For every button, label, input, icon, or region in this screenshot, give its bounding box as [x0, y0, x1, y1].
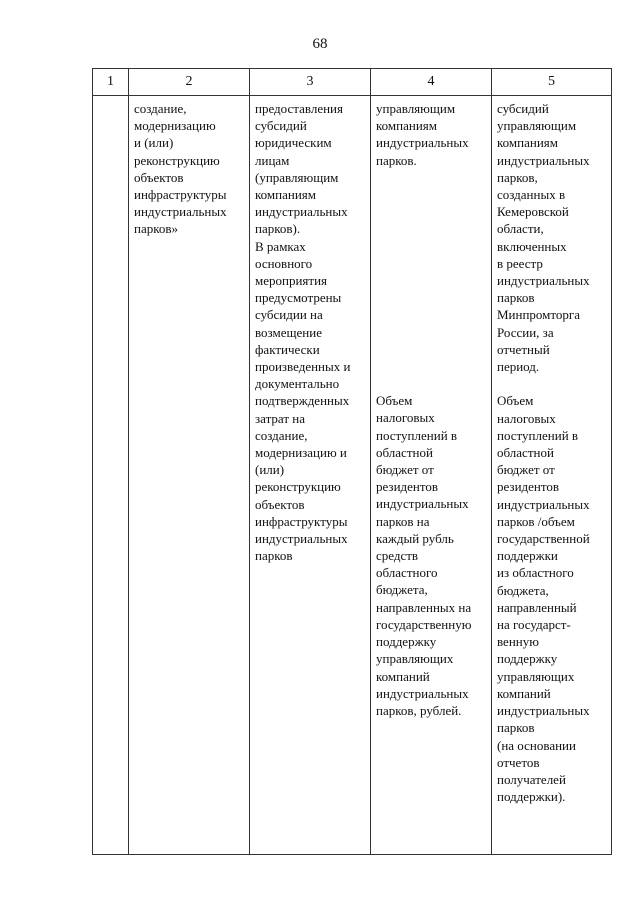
cell-text-line: парков [497, 720, 535, 736]
page-number: 68 [312, 36, 328, 52]
cell-text-line: резидентов [497, 479, 560, 495]
paragraph-gap [376, 358, 487, 375]
cell-text-line: включенных [497, 238, 567, 254]
cell-text-line: получателей [497, 771, 566, 787]
cell-text-line: Объем [497, 393, 534, 409]
cell-text-line: Кемеровской [497, 204, 569, 220]
document-table [92, 68, 612, 855]
header-cell-5: 5 [492, 69, 612, 96]
cell-text-line: управляющим [376, 101, 456, 116]
cell-text-line: реконструкцию [255, 479, 341, 495]
paragraph-gap [497, 375, 607, 392]
cell-text-line: индустриальных [497, 496, 590, 512]
cell-text-line: бюджет от [497, 462, 555, 478]
paragraph-gap [376, 220, 487, 237]
paragraph-gap [376, 203, 487, 220]
header-cell-1: 1 [93, 69, 129, 96]
cell-text-line: период. [497, 359, 540, 375]
cell-text-line: поступлений в [376, 427, 458, 443]
cell-text-line: парков [497, 290, 535, 306]
cell-text-line: парков на [376, 513, 430, 529]
cell-text-line: индустриальных [497, 273, 590, 289]
paragraph-gap [376, 255, 487, 272]
cell-text-line: поддержку [497, 651, 558, 667]
cell-text-line: модернизацию [134, 118, 216, 134]
paragraph-gap [376, 186, 487, 203]
cell-text-line: управляющим [497, 118, 577, 134]
cell-text-line: реконструкцию [134, 152, 220, 168]
cell-text-line: компаниям [376, 118, 437, 134]
cell-text-line: создание, [255, 427, 308, 443]
cell-text-line: инфраструктуры [134, 187, 227, 203]
paragraph-gap [376, 306, 487, 323]
header-cell-4: 4 [371, 69, 492, 96]
cell-text-line: парков). [255, 221, 301, 237]
cell-text-line: отчетов [497, 754, 540, 770]
paragraph-gap [376, 375, 487, 392]
paragraph-gap [376, 272, 487, 289]
header-cell-2: 2 [129, 69, 250, 96]
cell-col-5 [492, 96, 612, 855]
cell-text-line: индустриальных [497, 152, 590, 168]
cell-text-line: субсидий [255, 118, 307, 134]
cell-text-line: компаниям [255, 187, 316, 203]
cell-text-line: парков, [497, 169, 538, 185]
cell-text-line: документально [255, 376, 340, 392]
cell-text-line: создание, [134, 101, 187, 116]
cell-text-line: модернизацию и [255, 445, 347, 461]
cell-col-1 [93, 96, 129, 855]
cell-text-line: поддержки [497, 548, 558, 564]
cell-text-line: инфраструктуры [255, 513, 348, 529]
cell-text-line: России, за [497, 324, 554, 340]
cell-text-line: области, [497, 221, 544, 237]
cell-text-line: компаний [497, 685, 551, 701]
cell-text-line: бюджета, [376, 582, 428, 598]
cell-text-line: государственной [497, 531, 590, 547]
cell-text-line: компаниям [497, 135, 558, 151]
cell-text-line: объектов [255, 496, 305, 512]
cell-text-line: направленных на [376, 599, 472, 615]
cell-text-line: затрат на [255, 410, 306, 426]
header-cell-3: 3 [250, 69, 371, 96]
cell-text-line: резидентов [376, 479, 439, 495]
cell-col-3 [250, 96, 371, 855]
cell-text-line: поступлений в [497, 427, 579, 443]
cell-text-line: государственную [376, 616, 472, 632]
paragraph-gap [376, 324, 487, 341]
cell-text-line: объектов [134, 169, 184, 185]
cell-text-line: (или) [255, 462, 285, 478]
cell-text-line: индустриальных [255, 531, 348, 547]
cell-text-line: Минпромторга [497, 307, 581, 323]
cell-text-line: предоставления [255, 101, 343, 116]
cell-text-line: парков. [376, 152, 417, 168]
cell-text-line: парков» [134, 221, 179, 237]
cell-text-line: бюджета, [497, 582, 549, 598]
cell-text-line: предусмотрены [255, 290, 342, 306]
cell-text-line: областной [497, 445, 554, 461]
cell-text-line: субсидий [497, 101, 549, 116]
cell-text-line: мероприятия [255, 273, 328, 289]
cell-text-line: отчетный [497, 341, 550, 357]
cell-col-2 [129, 96, 250, 855]
cell-text-line: субсидии на [255, 307, 323, 323]
paragraph-gap [376, 341, 487, 358]
cell-text-line: парков /объем [497, 513, 575, 529]
cell-text-line: созданных в [497, 187, 566, 203]
cell-text-line: индустриальных [376, 135, 469, 151]
cell-text-line: из областного [497, 565, 574, 581]
cell-text-line: управляющих [497, 668, 575, 684]
cell-text-line: индустриальных [497, 703, 590, 719]
cell-text-line: индустриальных [376, 496, 469, 512]
paragraph-gap [376, 238, 487, 255]
cell-text-line: Объем [376, 393, 413, 409]
table-header-row [93, 69, 612, 96]
cell-text-line: венную [497, 634, 539, 650]
cell-text-line: на государст- [497, 617, 571, 633]
cell-col-4 [371, 96, 492, 855]
paragraph-gap [376, 169, 487, 186]
cell-text-line: каждый рубль [376, 530, 454, 546]
cell-text-line: направленный [497, 599, 577, 615]
cell-text-line: парков, рублей. [376, 702, 462, 718]
cell-text-line: областного [376, 565, 438, 581]
cell-text-line: средств [376, 548, 419, 564]
cell-text-line: бюджет от [376, 462, 434, 478]
cell-text-line: поддержку [376, 634, 437, 650]
cell-text-line: индустриальных [376, 685, 469, 701]
cell-text-line: В рамках [255, 238, 306, 254]
paragraph-gap [376, 289, 487, 306]
cell-text-line: подтвержденных [255, 393, 350, 409]
table-row [93, 96, 612, 855]
cell-text-line: произведенных и [255, 359, 351, 375]
cell-text-line: управляющих [376, 651, 454, 667]
cell-text-line: (на основании [497, 737, 576, 753]
cell-text-line: основного [255, 255, 313, 271]
cell-text-line: индустриальных [255, 204, 348, 220]
cell-text-line: лицам [255, 152, 290, 168]
cell-text-line: возмещение [255, 324, 322, 340]
cell-text-line: областной [376, 444, 433, 460]
cell-text-line: фактически [255, 341, 320, 357]
cell-text-line: налоговых [376, 410, 435, 426]
cell-text-line: индустриальных [134, 204, 227, 220]
cell-text-line: в реестр [497, 255, 543, 271]
cell-text-line: налоговых [497, 410, 556, 426]
cell-text-line: и (или) [134, 135, 174, 151]
cell-text-line: (управляющим [255, 169, 339, 185]
cell-text-line: парков [255, 548, 293, 564]
cell-text-line: юридическим [255, 135, 332, 151]
cell-text-line: компаний [376, 668, 430, 684]
cell-text-line: поддержки). [497, 789, 566, 805]
